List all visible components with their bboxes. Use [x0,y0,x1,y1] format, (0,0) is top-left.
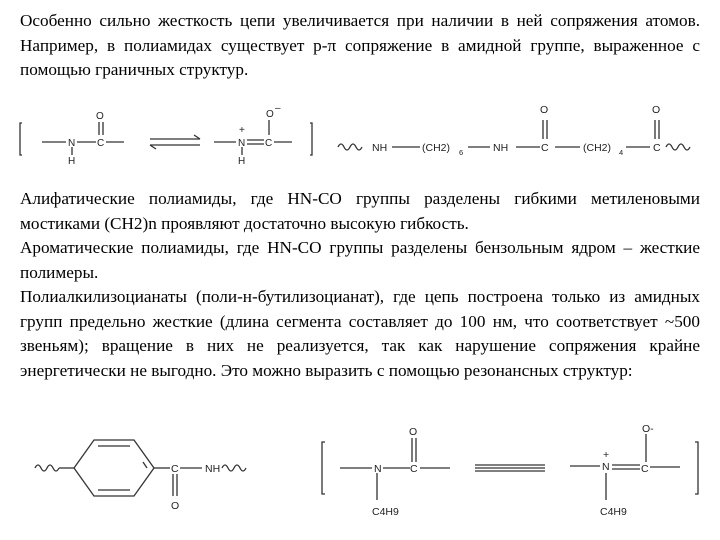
chain-o-1: O [540,104,549,116]
paragraph-aliphatic: Алифатические полиамиды, где HN-CO группы разделены гибкими метиленовыми мостиками (CH2)n проявляют достаточно высокую гибкость. [20,189,700,233]
aromatic-o: O [171,500,180,512]
isocyanate-resonance-scheme [0,420,720,540]
paragraph-isocyanates: Полиалкилизоцианаты (поли-н-бутилизоцианат), где цепь построена только из амидных групп предельно жесткие (длина сегмента составляет до 100 нм, что соответствует ~500 звеньям); вращение в них не реализуется, так как нарушение сопряжения крайне энергетически не выгодно. Это можно выразить с помощью резонансных структур: [20,287,700,380]
atom-n: N [68,138,76,149]
intro-text: Особенно сильно жесткость цепи увеличивается при наличии в ней сопряжения атомов. Например, в полиамидах существует р-π сопряжение в амидной группе, выраженное с помощью граничных структур. [20,11,700,79]
chain-sub-6: 6 [459,148,464,157]
chain-nh-2: NH [493,142,509,154]
iso-c: C [410,463,418,475]
aromatic-c: C [171,463,179,475]
iso-o-minus: O- [642,423,654,435]
iso-o: O [409,426,418,438]
chain-c-1: C [541,142,549,154]
iso-charge-plus: + [603,449,610,461]
atom-o: O [96,111,104,122]
atom-c-2: C [265,138,273,149]
chain-nh-1: NH [372,142,388,154]
iso-n: N [374,463,382,475]
brace-left-2 [322,442,325,494]
aromatic-nh: NH [205,463,221,475]
iso-c4h9-2: C4H9 [600,506,627,518]
amide-resonance-scheme [0,95,720,170]
body-text [20,187,700,383]
wavy-bond-right [666,144,690,150]
iso-c4h9: C4H9 [372,506,399,518]
charge-plus: + [239,125,245,136]
brace-right-1 [310,123,312,155]
chain-sub-4: 4 [619,148,624,157]
iso-n-plus: N [602,461,610,473]
intro-paragraph [20,9,700,83]
benzene-ring [74,440,154,496]
brace-right-2 [695,442,698,494]
atom-o-minus: O [266,109,274,120]
wavy-bond-aromatic-right [222,465,246,471]
wavy-bond-aromatic-left [35,465,59,471]
wavy-bond-left [338,144,362,150]
chain-c-2: C [653,142,661,154]
charge-minus: – [275,103,281,114]
iso-c-2: C [641,463,649,475]
brace-left-1 [20,123,22,155]
paragraph-aromatic: Ароматические полиамиды, где HN-CO группы разделены бензольным ядром – жесткие полимеры. [20,238,700,282]
chain-ch2-4: (CH2) [583,142,611,154]
atom-h: H [68,156,76,167]
atom-n-plus: N [238,138,246,149]
chain-o-2: O [652,104,661,116]
chain-ch2-6: (CH2) [422,142,450,154]
atom-h-2: H [238,156,246,167]
atom-c: C [97,138,105,149]
